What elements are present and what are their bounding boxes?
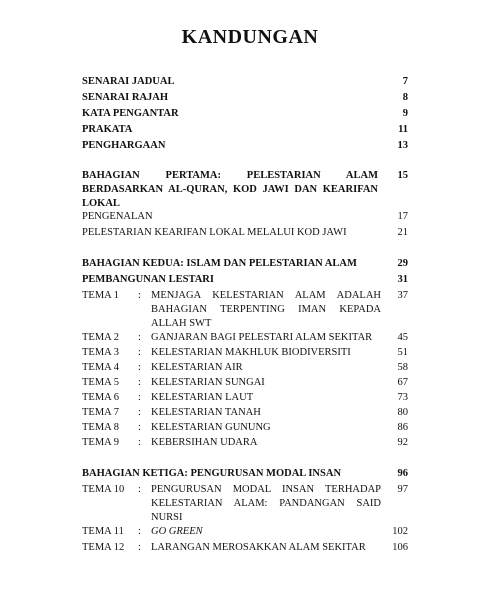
tema-page: 58: [397, 362, 408, 373]
tema-page: 86: [397, 422, 408, 433]
tema-page: 92: [397, 437, 408, 448]
tema-page: 45: [397, 332, 408, 343]
tema-page: 37: [397, 290, 408, 301]
toc-entry-page: 31: [397, 274, 408, 285]
tema-separator: :: [138, 377, 141, 388]
toc-entry-page: 7: [402, 76, 408, 87]
part-heading-page: 29: [397, 258, 408, 269]
toc-entry-page: 8: [402, 92, 408, 103]
tema-page: 80: [397, 407, 408, 418]
toc-entry[interactable]: [82, 123, 408, 137]
tema-title: KELESTARIAN GUNUNG: [151, 422, 271, 433]
tema-label: TEMA 4: [82, 362, 120, 373]
tema-separator: :: [138, 484, 141, 495]
toc-entry-label: PELESTARIAN KEARIFAN LOKAL MELALUI KOD JAWI: [82, 227, 347, 238]
toc-entry-page: 9: [402, 108, 408, 119]
tema-title: PENGURUSAN MODAL INSAN TERHADAP KELESTARIAN ALAM: PANDANGAN SAID NURSI: [151, 484, 381, 523]
part-heading-1[interactable]: [82, 169, 408, 213]
toc-entry[interactable]: [82, 91, 408, 105]
tema-entry[interactable]: [82, 421, 408, 435]
tema-separator: :: [138, 290, 141, 301]
toc-entry-label: PEMBANGUNAN LESTARI: [82, 274, 214, 285]
toc-entry[interactable]: [82, 226, 408, 240]
tema-label: TEMA 7: [82, 407, 120, 418]
tema-label: TEMA 9: [82, 437, 120, 448]
tema-title: KELESTARIAN AIR: [151, 362, 243, 373]
tema-entry[interactable]: [82, 289, 408, 333]
toc-entry-label: PENGHARGAAN: [82, 140, 166, 151]
tema-title: KELESTARIAN SUNGAI: [151, 377, 265, 388]
tema-title: KEBERSIHAN UDARA: [151, 437, 258, 448]
tema-entry[interactable]: [82, 406, 408, 420]
tema-label: TEMA 1: [82, 290, 120, 301]
toc-entry-label: KATA PENGANTAR: [82, 108, 179, 119]
tema-entry[interactable]: [82, 525, 408, 539]
part-heading-2[interactable]: [82, 257, 408, 271]
toc-entry-pembangunan-lestari[interactable]: [82, 273, 408, 287]
tema-label: TEMA 8: [82, 422, 120, 433]
tema-page: 73: [397, 392, 408, 403]
part-heading-label: BAHAGIAN KETIGA: PENGURUSAN MODAL INSAN: [82, 468, 342, 479]
tema-label: TEMA 3: [82, 347, 120, 358]
tema-separator: :: [138, 332, 141, 343]
tema-separator: :: [138, 526, 141, 537]
tema-separator: :: [138, 422, 141, 433]
part-heading-3[interactable]: [82, 467, 408, 481]
tema-label: TEMA 11: [82, 526, 124, 537]
toc-entry[interactable]: [82, 107, 408, 121]
tema-entry[interactable]: [82, 391, 408, 405]
tema-separator: :: [138, 362, 141, 373]
tema-title: GANJARAN BAGI PELESTARI ALAM SEKITAR: [151, 332, 373, 343]
toc-entry-page: 21: [397, 227, 408, 238]
tema-label: TEMA 2: [82, 332, 120, 343]
part-heading-page: 15: [397, 170, 408, 181]
part-heading-label: BAHAGIAN PERTAMA: PELESTARIAN ALAM BERDASARKAN AL-QURAN, KOD JAWI DAN KEARIFAN LOKAL: [82, 170, 378, 209]
toc-entry-label: PENGENALAN: [82, 211, 153, 222]
tema-separator: :: [138, 407, 141, 418]
toc-entry[interactable]: [82, 139, 408, 153]
toc-entry[interactable]: [82, 75, 408, 89]
tema-separator: :: [138, 542, 141, 553]
page-title: KANDUNGAN: [181, 26, 319, 48]
tema-title: MENJAGA KELESTARIAN ALAM ADALAH BAHAGIAN TERPENTING IMAN KEPADA ALLAH SWT: [151, 290, 381, 329]
toc-entry-label: PRAKATA: [82, 124, 133, 135]
tema-title: KELESTARIAN TANAH: [151, 407, 261, 418]
tema-label: TEMA 5: [82, 377, 120, 388]
tema-page: 106: [392, 542, 408, 553]
tema-page: 67: [397, 377, 408, 388]
toc-entry-page: 11: [398, 124, 408, 135]
tema-entry[interactable]: [82, 376, 408, 390]
tema-page: 97: [397, 484, 408, 495]
tema-title: LARANGAN MEROSAKKAN ALAM SEKITAR: [151, 542, 366, 553]
tema-entry[interactable]: [82, 436, 408, 450]
tema-title: KELESTARIAN MAKHLUK BIODIVERSITI: [151, 347, 351, 358]
tema-entry[interactable]: [82, 346, 408, 360]
tema-entry[interactable]: [82, 541, 408, 555]
tema-entry[interactable]: [82, 483, 408, 527]
tema-separator: :: [138, 347, 141, 358]
tema-label: TEMA 10: [82, 484, 125, 495]
tema-page: 102: [392, 526, 408, 537]
toc-entry[interactable]: [82, 210, 408, 224]
tema-separator: :: [138, 437, 141, 448]
toc-entry-label: SENARAI RAJAH: [82, 92, 169, 103]
toc-entry-page: 17: [397, 211, 408, 222]
tema-title: KELESTARIAN LAUT: [151, 392, 254, 403]
toc-entry-page: 13: [397, 140, 408, 151]
tema-label: TEMA 12: [82, 542, 125, 553]
tema-entry[interactable]: [82, 331, 408, 345]
tema-title: GO GREEN: [151, 526, 203, 537]
part-heading-page: 96: [397, 468, 408, 479]
tema-page: 51: [397, 347, 408, 358]
tema-label: TEMA 6: [82, 392, 120, 403]
part-heading-label: BAHAGIAN KEDUA: ISLAM DAN PELESTARIAN ALAM: [82, 258, 357, 269]
tema-separator: :: [138, 392, 141, 403]
toc-entry-label: SENARAI JADUAL: [82, 76, 175, 87]
tema-entry[interactable]: [82, 361, 408, 375]
